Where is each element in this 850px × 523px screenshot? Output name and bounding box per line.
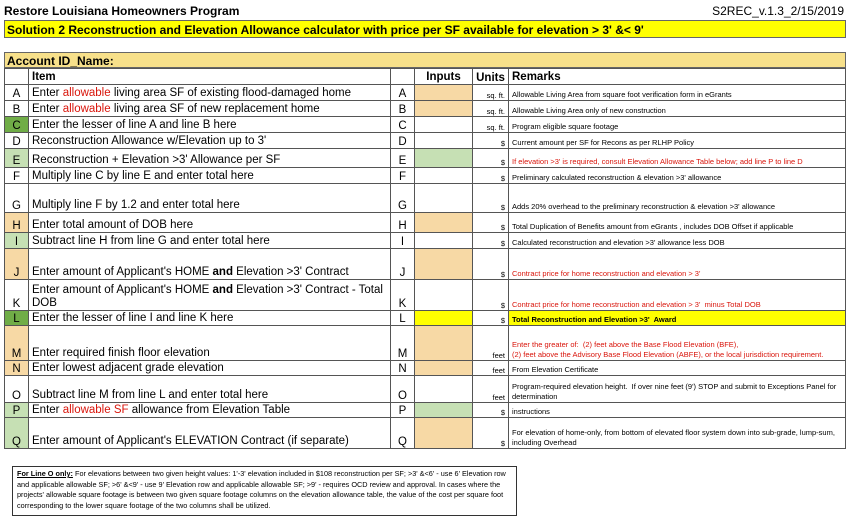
row-remark: Allowable Living Area from square foot verification form in eGrants [509, 85, 846, 101]
input-cell[interactable] [415, 280, 473, 311]
line-o-footnote [12, 466, 517, 516]
row-item [29, 376, 391, 403]
input-cell[interactable] [415, 168, 473, 184]
row-units: $ [473, 403, 509, 418]
item-text: Elevation >3' Contract [232, 266, 349, 278]
row-letter: J [5, 249, 29, 280]
row-letter: K [5, 280, 29, 311]
row-line: H [391, 213, 415, 233]
input-cell[interactable] [415, 361, 473, 376]
calculator-subtitle: Solution 2 Reconstruction and Elevation Allowance calculator with price per SF available for elevation > 3' &< 9' [4, 20, 846, 38]
row-units: sq. ft. [473, 85, 509, 101]
table-row [5, 249, 846, 280]
input-cell[interactable] [415, 418, 473, 449]
item-text: Reconstruction Allowance w/Elevation up to 3' [32, 135, 267, 147]
version-label: S2REC_v.1.3_2/15/2019 [712, 4, 844, 18]
row-line: N [391, 361, 415, 376]
row-line: F [391, 168, 415, 184]
item-text: Multiply line F by 1.2 and enter total here [32, 199, 240, 211]
row-item [29, 403, 391, 418]
footnote-lead: For Line O only: [17, 469, 73, 478]
row-letter: G [5, 184, 29, 213]
row-remark: Contract price for home reconstruction and elevation > 3' [509, 249, 846, 280]
row-letter: M [5, 326, 29, 361]
input-cell[interactable] [415, 213, 473, 233]
table-row [5, 149, 846, 168]
item-text: allowable [62, 103, 111, 115]
row-line: Q [391, 418, 415, 449]
table-row [5, 213, 846, 233]
row-line: B [391, 101, 415, 117]
row-letter: D [5, 133, 29, 149]
input-cell[interactable] [415, 311, 473, 326]
header-inputs: Inputs [415, 69, 473, 85]
row-letter: Q [5, 418, 29, 449]
table-row [5, 233, 846, 249]
row-letter: L [5, 311, 29, 326]
row-units: $ [473, 311, 509, 326]
table-row [5, 361, 846, 376]
item-text: Multiply line C by line E and enter total here [32, 170, 254, 182]
row-units: $ [473, 168, 509, 184]
header-item: Item [29, 69, 391, 85]
footnote-text: For elevations between two given height values: 1'-3' elevation included in $108 reconstruction per SF; >3' &<6' - use 6' Elevation row and applicable allowable SF; >6' &<9' - use 9' Elevation row and applicable allowable SF; >9' - requires OCD review and approval. In cases where the projects' allowable square footage is between two given square footage columns on the elevation allowance table, the value of the cost per square foot corresponding to the lower square footage of the two columns shall be utilized. [17, 469, 506, 510]
item-text: Subtract line H from line G and enter total here [32, 235, 270, 247]
row-remark: Contract price for home reconstruction and elevation > 3' minus Total DOB [509, 280, 846, 311]
row-units: feet [473, 376, 509, 403]
row-line: C [391, 117, 415, 133]
table-header-row [5, 69, 846, 85]
table-row [5, 311, 846, 326]
input-cell[interactable] [415, 403, 473, 418]
row-units: $ [473, 233, 509, 249]
item-text: Reconstruction + Elevation >3' Allowance per SF [32, 154, 281, 166]
item-text: Enter total amount of DOB here [32, 219, 194, 231]
row-letter: I [5, 233, 29, 249]
item-text: Enter amount of Applicant's HOME [32, 284, 213, 296]
item-text: Enter [32, 87, 63, 99]
row-letter: O [5, 376, 29, 403]
table-row [5, 184, 846, 213]
input-cell[interactable] [415, 376, 473, 403]
row-line: G [391, 184, 415, 213]
item-text: allowance from Elevation Table [128, 404, 291, 416]
item-text: Elevation >3' Contract - Total DOB [32, 284, 383, 309]
row-remark: Program eligible square footage [509, 117, 846, 133]
program-title: Restore Louisiana Homeowners Program [4, 4, 240, 18]
header-letter [5, 69, 29, 85]
row-units: $ [473, 184, 509, 213]
item-text: Enter [32, 404, 63, 416]
row-remark: Adds 20% overhead to the preliminary reconstruction & elevation >3' allowance [509, 184, 846, 213]
row-line: K [391, 280, 415, 311]
input-cell[interactable] [415, 101, 473, 117]
item-text: Enter the lesser of line A and line B here [32, 119, 237, 131]
account-id-field[interactable]: Account ID_Name: [4, 52, 846, 68]
row-units: $ [473, 149, 509, 168]
row-letter: E [5, 149, 29, 168]
row-line: E [391, 149, 415, 168]
row-item [29, 85, 391, 101]
input-cell[interactable] [415, 85, 473, 101]
row-item [29, 184, 391, 213]
row-item [29, 117, 391, 133]
row-units: feet [473, 326, 509, 361]
table-row [5, 376, 846, 403]
row-remark: Enter the greater of: (2) feet above the Base Flood Elevation (BFE), (2) feet above the Advisory Base Flood Elevation (ABFE), or the local jurisdiction requirement. [509, 326, 846, 361]
row-units: $ [473, 249, 509, 280]
item-text: Enter amount of Applicant's HOME [32, 266, 213, 278]
input-cell[interactable] [415, 117, 473, 133]
input-cell[interactable] [415, 184, 473, 213]
item-text: Subtract line M from line L and enter total here [32, 389, 269, 401]
row-remark: Total Duplication of Benefits amount from eGrants , includes DOB Offset if applicable [509, 213, 846, 233]
item-text: Enter required finish floor elevation [32, 347, 210, 359]
item-text: allowable [62, 87, 111, 99]
calculator-table [4, 68, 846, 449]
input-cell[interactable] [415, 133, 473, 149]
row-units: $ [473, 418, 509, 449]
table-row [5, 85, 846, 101]
row-item [29, 149, 391, 168]
row-item [29, 418, 391, 449]
table-row [5, 133, 846, 149]
row-units: sq. ft. [473, 117, 509, 133]
row-remark: Preliminary calculated reconstruction & elevation >3' allowance [509, 168, 846, 184]
table-row [5, 326, 846, 361]
row-item [29, 280, 391, 311]
item-text: living area SF of new replacement home [110, 103, 320, 115]
item-text: living area SF of existing flood-damaged home [110, 87, 351, 99]
row-letter: P [5, 403, 29, 418]
row-item [29, 326, 391, 361]
row-item [29, 233, 391, 249]
row-letter: N [5, 361, 29, 376]
header-line [391, 69, 415, 85]
table-row [5, 403, 846, 418]
table-row [5, 117, 846, 133]
row-remark: Allowable Living Area only of new construction [509, 101, 846, 117]
row-line: J [391, 249, 415, 280]
row-line: D [391, 133, 415, 149]
row-letter: A [5, 85, 29, 101]
calculator-rows [5, 85, 846, 449]
table-row [5, 280, 846, 311]
row-remark: Program-required elevation height. If over nine feet (9') STOP and submit to Exceptions Panel for determination [509, 376, 846, 403]
row-line: I [391, 233, 415, 249]
row-remark: If elevation >3' is required, consult Elevation Allowance Table below; add line P to line D [509, 149, 846, 168]
row-item [29, 249, 391, 280]
row-letter: F [5, 168, 29, 184]
input-cell[interactable] [415, 149, 473, 168]
row-units: sq. ft. [473, 101, 509, 117]
header-remarks: Remarks [509, 69, 846, 85]
row-item [29, 311, 391, 326]
row-units: $ [473, 133, 509, 149]
row-remark: Total Reconstruction and Elevation >3' Award [509, 311, 846, 326]
row-item [29, 213, 391, 233]
row-letter: H [5, 213, 29, 233]
row-item [29, 101, 391, 117]
item-text: and [212, 266, 233, 278]
table-row [5, 168, 846, 184]
item-text: and [212, 284, 233, 296]
row-item [29, 168, 391, 184]
row-letter: C [5, 117, 29, 133]
row-letter: B [5, 101, 29, 117]
input-cell[interactable] [415, 326, 473, 361]
table-row [5, 101, 846, 117]
item-text: Enter amount of Applicant's ELEVATION Contract (if separate) [32, 435, 349, 447]
row-remark: For elevation of home-only, from bottom of elevated floor system down into sub-grade, lump-sum, including Overhead [509, 418, 846, 449]
row-line: O [391, 376, 415, 403]
item-text: Enter [32, 103, 63, 115]
row-item [29, 133, 391, 149]
row-line: L [391, 311, 415, 326]
row-units: $ [473, 213, 509, 233]
item-text: allowable SF [62, 404, 129, 416]
row-remark: Current amount per SF for Recons as per RLHP Policy [509, 133, 846, 149]
row-line: M [391, 326, 415, 361]
row-remark: From Elevation Certificate [509, 361, 846, 376]
header-units: Units [473, 69, 509, 85]
item-text: Enter the lesser of line I and line K here [32, 312, 234, 324]
row-units: $ [473, 280, 509, 311]
row-line: P [391, 403, 415, 418]
item-text: Enter lowest adjacent grade elevation [32, 362, 224, 374]
row-units: feet [473, 361, 509, 376]
row-remark: instructions [509, 403, 846, 418]
table-row [5, 418, 846, 449]
input-cell[interactable] [415, 233, 473, 249]
row-line: A [391, 85, 415, 101]
input-cell[interactable] [415, 249, 473, 280]
row-item [29, 361, 391, 376]
row-remark: Calculated reconstruction and elevation >3' allowance less DOB [509, 233, 846, 249]
